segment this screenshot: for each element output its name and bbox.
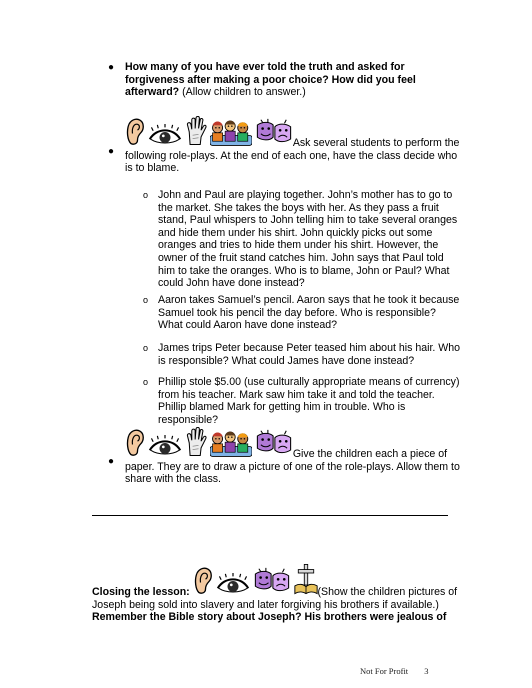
eye-icon	[216, 573, 250, 595]
role-play-text: Phillip stole $5.00 (use culturally appropriate means of currency) from his teacher. Mark saw him take it and told the teacher. Phillip blamed Mark for getting him in trouble. Who is responsible?	[158, 376, 460, 426]
role-play-item	[158, 294, 463, 332]
ear-icon	[125, 116, 145, 146]
bullet-question	[125, 61, 460, 99]
footer	[360, 666, 429, 676]
role-play-intro-text: Ask several students to perform the following role-plays. At the end of each one, have the class decide who is to blame.	[125, 137, 460, 175]
hand-icon	[185, 427, 207, 457]
sub-bullet-marker: o	[143, 377, 149, 387]
activity-icons	[125, 427, 293, 461]
eye-icon	[148, 124, 182, 146]
bullet-role-play-intro	[125, 116, 460, 175]
question-note: (Allow children to answer.)	[179, 86, 306, 99]
bullet-marker: ●	[108, 146, 115, 157]
closing-section	[92, 563, 460, 624]
drawing-activity-text: Give the children each a piece of paper. They are to draw a picture of one of the role-plays. Allow them to share with the class.	[125, 448, 460, 486]
role-play-text: John and Paul are playing together. John’s mother has to go to the market. She takes the boys with her. As they pass a fruit stand, Paul whispers to John telling him to take several oranges and hide them under his shirt. John quickly picks out some oranges and tries to hide them under his shirt. However, the owner of the fruit stand catches him. John says that Paul told him to take the oranges. Who is to blame, John or Paul? What could John have done instead?	[158, 189, 458, 290]
closing-text: (Show the children pictures of Joseph being sold into slavery and later forgiving his brothers if available.)	[92, 586, 458, 611]
closing-icons	[193, 563, 318, 599]
sub-bullet-marker: o	[143, 190, 149, 200]
acting-icon	[253, 567, 291, 595]
role-play-item	[158, 189, 463, 290]
sub-bullet-marker: o	[143, 295, 149, 305]
closing-label: Closing the lesson:	[92, 586, 190, 598]
role-play-text: Aaron takes Samuel’s pencil. Aaron says that he took it because Samuel took his pencil the day before. Who is responsible? What could Aaron have done instead?	[158, 294, 460, 332]
children-group-icon	[210, 118, 252, 146]
children-group-icon	[210, 429, 252, 457]
bullet-drawing-activity	[125, 427, 460, 486]
bullet-marker: ●	[108, 62, 115, 73]
role-play-item	[158, 376, 463, 426]
acting-icon	[255, 118, 293, 146]
eye-icon	[148, 435, 182, 457]
bullet-marker: ●	[108, 456, 115, 467]
hand-icon	[185, 116, 207, 146]
ear-icon	[125, 427, 145, 457]
closing-bold-text: Remember the Bible story about Joseph? His brothers were jealous of	[92, 611, 447, 624]
role-play-text: James trips Peter because Peter teased him about his hair. Who is responsible? What could James have done instead?	[158, 342, 461, 367]
footer-text: Not For Profit	[360, 666, 409, 676]
section-divider	[92, 515, 448, 516]
question-bold-text: How many of you have ever told the truth and asked for forgiveness after making a poor choice? How did you feel afterward?	[125, 61, 416, 99]
cross-bible-icon	[294, 563, 318, 595]
activity-icons	[125, 116, 293, 150]
acting-icon	[255, 429, 293, 457]
ear-icon	[193, 565, 213, 595]
role-play-item	[158, 342, 463, 367]
page-number: 3	[424, 666, 429, 676]
sub-bullet-marker: o	[143, 343, 149, 353]
